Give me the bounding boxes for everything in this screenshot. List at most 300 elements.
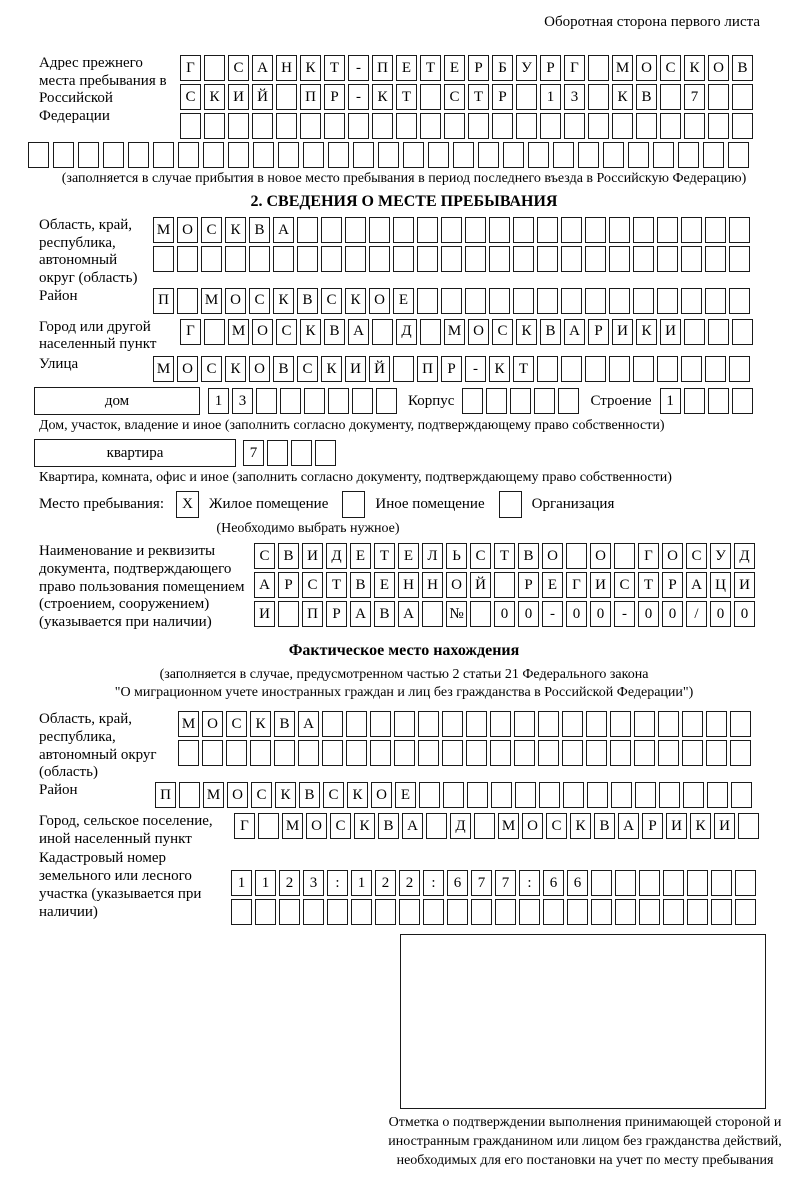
char-cell[interactable]: К (345, 288, 366, 314)
char-cell[interactable] (180, 113, 201, 139)
char-cell[interactable]: И (734, 572, 755, 598)
char-cell[interactable] (153, 246, 174, 272)
char-cell[interactable]: : (327, 870, 348, 896)
char-cell[interactable] (375, 899, 396, 925)
char-cell[interactable]: О (468, 319, 489, 345)
char-cell[interactable] (687, 870, 708, 896)
char-cell[interactable]: О (369, 288, 390, 314)
char-cell[interactable]: М (153, 356, 174, 382)
char-cell[interactable]: 1 (255, 870, 276, 896)
char-cell[interactable] (250, 740, 271, 766)
char-cell[interactable] (663, 870, 684, 896)
char-cell[interactable]: О (446, 572, 467, 598)
char-cell[interactable] (28, 142, 49, 168)
char-cell[interactable] (178, 740, 199, 766)
char-cell[interactable] (153, 142, 174, 168)
char-cell[interactable] (708, 113, 729, 139)
char-cell[interactable] (708, 388, 729, 414)
char-cell[interactable] (441, 217, 462, 243)
char-cell[interactable]: Р (441, 356, 462, 382)
char-cell[interactable]: А (254, 572, 275, 598)
char-cell[interactable] (515, 782, 536, 808)
char-cell[interactable]: 3 (232, 388, 253, 414)
char-cell[interactable]: Г (180, 55, 201, 81)
char-cell[interactable]: К (250, 711, 271, 737)
char-cell[interactable]: А (402, 813, 423, 839)
char-cell[interactable] (303, 142, 324, 168)
char-cell[interactable]: 0 (710, 601, 731, 627)
char-cell[interactable] (327, 899, 348, 925)
char-cell[interactable]: И (302, 543, 323, 569)
house-number-cells[interactable] (208, 388, 400, 414)
city-row[interactable] (180, 319, 756, 345)
apartment-number-cells[interactable] (243, 440, 339, 466)
char-cell[interactable] (478, 142, 499, 168)
char-cell[interactable] (346, 711, 367, 737)
char-cell[interactable]: К (372, 84, 393, 110)
char-cell[interactable] (465, 217, 486, 243)
char-cell[interactable] (256, 388, 277, 414)
char-cell[interactable]: В (540, 319, 561, 345)
char-cell[interactable] (634, 711, 655, 737)
char-cell[interactable] (393, 246, 414, 272)
char-cell[interactable]: В (350, 572, 371, 598)
char-cell[interactable] (519, 899, 540, 925)
char-cell[interactable] (708, 319, 729, 345)
char-cell[interactable] (563, 782, 584, 808)
char-cell[interactable]: О (306, 813, 327, 839)
stroenie-cells[interactable] (660, 388, 756, 414)
char-cell[interactable]: Н (398, 572, 419, 598)
char-cell[interactable] (567, 899, 588, 925)
char-cell[interactable]: - (465, 356, 486, 382)
char-cell[interactable] (418, 711, 439, 737)
char-cell[interactable]: 6 (567, 870, 588, 896)
char-cell[interactable]: 7 (495, 870, 516, 896)
char-cell[interactable] (393, 356, 414, 382)
char-cell[interactable] (353, 142, 374, 168)
char-cell[interactable]: П (300, 84, 321, 110)
char-cell[interactable]: С (201, 217, 222, 243)
char-cell[interactable] (103, 142, 124, 168)
char-cell[interactable] (231, 899, 252, 925)
char-cell[interactable]: К (489, 356, 510, 382)
char-cell[interactable]: 1 (231, 870, 252, 896)
char-cell[interactable]: О (371, 782, 392, 808)
char-cell[interactable]: С (228, 55, 249, 81)
document-row-3[interactable] (254, 601, 758, 627)
char-cell[interactable]: Л (422, 543, 443, 569)
char-cell[interactable]: В (297, 288, 318, 314)
char-cell[interactable] (705, 217, 726, 243)
char-cell[interactable] (537, 246, 558, 272)
char-cell[interactable] (279, 899, 300, 925)
char-cell[interactable]: Г (234, 813, 255, 839)
char-cell[interactable]: 0 (494, 601, 515, 627)
char-cell[interactable] (681, 288, 702, 314)
char-cell[interactable] (418, 740, 439, 766)
char-cell[interactable]: О (227, 782, 248, 808)
prev-address-row-3[interactable] (180, 113, 756, 139)
prev-address-row-2[interactable] (180, 84, 756, 110)
char-cell[interactable] (659, 782, 680, 808)
char-cell[interactable] (462, 388, 483, 414)
char-cell[interactable] (280, 388, 301, 414)
char-cell[interactable]: П (153, 288, 174, 314)
char-cell[interactable]: О (590, 543, 611, 569)
char-cell[interactable]: 7 (243, 440, 264, 466)
char-cell[interactable]: М (444, 319, 465, 345)
actual-city-row[interactable] (234, 813, 762, 839)
char-cell[interactable] (510, 388, 531, 414)
char-cell[interactable] (467, 782, 488, 808)
char-cell[interactable]: И (714, 813, 735, 839)
char-cell[interactable]: Г (638, 543, 659, 569)
char-cell[interactable] (203, 142, 224, 168)
char-cell[interactable]: 2 (399, 870, 420, 896)
char-cell[interactable] (585, 217, 606, 243)
char-cell[interactable]: Т (420, 55, 441, 81)
char-cell[interactable] (609, 246, 630, 272)
char-cell[interactable] (585, 288, 606, 314)
char-cell[interactable] (376, 388, 397, 414)
char-cell[interactable] (468, 113, 489, 139)
char-cell[interactable] (466, 711, 487, 737)
region-row-1[interactable] (153, 217, 753, 243)
char-cell[interactable]: С (660, 55, 681, 81)
char-cell[interactable]: - (348, 55, 369, 81)
char-cell[interactable] (370, 740, 391, 766)
char-cell[interactable]: А (618, 813, 639, 839)
char-cell[interactable]: Р (642, 813, 663, 839)
char-cell[interactable] (681, 217, 702, 243)
char-cell[interactable]: П (372, 55, 393, 81)
char-cell[interactable]: Н (276, 55, 297, 81)
char-cell[interactable]: И (612, 319, 633, 345)
char-cell[interactable] (591, 870, 612, 896)
char-cell[interactable] (612, 113, 633, 139)
char-cell[interactable] (711, 870, 732, 896)
char-cell[interactable] (586, 711, 607, 737)
char-cell[interactable] (324, 113, 345, 139)
char-cell[interactable]: А (273, 217, 294, 243)
char-cell[interactable] (78, 142, 99, 168)
char-cell[interactable] (417, 246, 438, 272)
char-cell[interactable]: И (660, 319, 681, 345)
char-cell[interactable]: В (324, 319, 345, 345)
char-cell[interactable]: Ь (446, 543, 467, 569)
char-cell[interactable]: Т (494, 543, 515, 569)
char-cell[interactable] (321, 246, 342, 272)
char-cell[interactable]: Д (396, 319, 417, 345)
char-cell[interactable] (513, 217, 534, 243)
char-cell[interactable]: А (398, 601, 419, 627)
char-cell[interactable] (633, 288, 654, 314)
char-cell[interactable] (417, 288, 438, 314)
char-cell[interactable]: Р (492, 84, 513, 110)
char-cell[interactable] (634, 740, 655, 766)
char-cell[interactable] (300, 113, 321, 139)
char-cell[interactable]: В (636, 84, 657, 110)
char-cell[interactable]: Р (518, 572, 539, 598)
char-cell[interactable] (735, 899, 756, 925)
char-cell[interactable] (396, 113, 417, 139)
char-cell[interactable] (728, 142, 749, 168)
char-cell[interactable]: - (542, 601, 563, 627)
char-cell[interactable]: - (348, 84, 369, 110)
char-cell[interactable]: К (300, 319, 321, 345)
char-cell[interactable]: Е (350, 543, 371, 569)
char-cell[interactable] (588, 113, 609, 139)
char-cell[interactable] (705, 246, 726, 272)
char-cell[interactable]: О (522, 813, 543, 839)
char-cell[interactable] (394, 711, 415, 737)
char-cell[interactable] (495, 899, 516, 925)
char-cell[interactable] (225, 246, 246, 272)
char-cell[interactable] (561, 356, 582, 382)
house-type-box[interactable]: дом (34, 387, 200, 415)
char-cell[interactable] (420, 84, 441, 110)
char-cell[interactable]: Р (324, 84, 345, 110)
char-cell[interactable]: Т (513, 356, 534, 382)
char-cell[interactable] (253, 142, 274, 168)
char-cell[interactable]: А (350, 601, 371, 627)
char-cell[interactable]: С (686, 543, 707, 569)
char-cell[interactable]: Е (393, 288, 414, 314)
char-cell[interactable] (453, 142, 474, 168)
char-cell[interactable] (491, 782, 512, 808)
char-cell[interactable] (348, 113, 369, 139)
stay-type-checkbox-other[interactable] (342, 491, 365, 518)
char-cell[interactable]: Г (566, 572, 587, 598)
stay-type-checkbox-organization[interactable] (499, 491, 522, 518)
char-cell[interactable]: С (444, 84, 465, 110)
char-cell[interactable] (351, 899, 372, 925)
char-cell[interactable]: А (298, 711, 319, 737)
char-cell[interactable]: 0 (590, 601, 611, 627)
char-cell[interactable] (489, 246, 510, 272)
char-cell[interactable] (278, 601, 299, 627)
char-cell[interactable] (732, 319, 753, 345)
char-cell[interactable]: О (249, 356, 270, 382)
char-cell[interactable] (228, 113, 249, 139)
char-cell[interactable] (204, 113, 225, 139)
char-cell[interactable]: О (202, 711, 223, 737)
char-cell[interactable]: Й (369, 356, 390, 382)
char-cell[interactable] (683, 782, 704, 808)
char-cell[interactable]: С (249, 288, 270, 314)
char-cell[interactable] (729, 246, 750, 272)
document-row-1[interactable] (254, 543, 758, 569)
char-cell[interactable]: Т (468, 84, 489, 110)
char-cell[interactable]: 2 (279, 870, 300, 896)
char-cell[interactable] (474, 813, 495, 839)
char-cell[interactable]: О (542, 543, 563, 569)
char-cell[interactable] (465, 288, 486, 314)
char-cell[interactable] (540, 113, 561, 139)
char-cell[interactable]: Б (492, 55, 513, 81)
char-cell[interactable] (291, 440, 312, 466)
char-cell[interactable]: 0 (518, 601, 539, 627)
char-cell[interactable] (703, 142, 724, 168)
char-cell[interactable]: В (278, 543, 299, 569)
char-cell[interactable] (442, 740, 463, 766)
char-cell[interactable]: К (347, 782, 368, 808)
char-cell[interactable] (585, 356, 606, 382)
char-cell[interactable] (369, 246, 390, 272)
char-cell[interactable]: М (201, 288, 222, 314)
char-cell[interactable] (489, 288, 510, 314)
char-cell[interactable]: Е (444, 55, 465, 81)
char-cell[interactable] (732, 84, 753, 110)
char-cell[interactable] (633, 246, 654, 272)
char-cell[interactable] (537, 288, 558, 314)
apartment-type-box[interactable]: квартира (34, 439, 236, 467)
char-cell[interactable] (403, 142, 424, 168)
char-cell[interactable] (660, 113, 681, 139)
char-cell[interactable]: Т (326, 572, 347, 598)
char-cell[interactable]: С (614, 572, 635, 598)
char-cell[interactable]: Т (638, 572, 659, 598)
char-cell[interactable] (420, 319, 441, 345)
char-cell[interactable]: М (153, 217, 174, 243)
char-cell[interactable] (636, 113, 657, 139)
actual-region-row-2[interactable] (178, 740, 754, 766)
char-cell[interactable]: Т (396, 84, 417, 110)
char-cell[interactable] (534, 388, 555, 414)
char-cell[interactable] (562, 711, 583, 737)
char-cell[interactable]: Д (326, 543, 347, 569)
char-cell[interactable]: П (302, 601, 323, 627)
char-cell[interactable]: О (225, 288, 246, 314)
char-cell[interactable] (226, 740, 247, 766)
char-cell[interactable]: С (201, 356, 222, 382)
char-cell[interactable] (447, 899, 468, 925)
char-cell[interactable]: В (274, 711, 295, 737)
char-cell[interactable] (443, 782, 464, 808)
char-cell[interactable] (328, 388, 349, 414)
char-cell[interactable] (471, 899, 492, 925)
char-cell[interactable] (561, 246, 582, 272)
char-cell[interactable] (610, 711, 631, 737)
char-cell[interactable] (660, 84, 681, 110)
char-cell[interactable] (513, 246, 534, 272)
char-cell[interactable] (658, 711, 679, 737)
char-cell[interactable]: Д (450, 813, 471, 839)
char-cell[interactable] (578, 142, 599, 168)
char-cell[interactable] (465, 246, 486, 272)
char-cell[interactable]: Й (470, 572, 491, 598)
char-cell[interactable] (684, 113, 705, 139)
char-cell[interactable] (562, 740, 583, 766)
char-cell[interactable]: П (417, 356, 438, 382)
char-cell[interactable] (558, 388, 579, 414)
char-cell[interactable] (586, 740, 607, 766)
char-cell[interactable] (419, 782, 440, 808)
char-cell[interactable]: 7 (471, 870, 492, 896)
char-cell[interactable]: М (612, 55, 633, 81)
char-cell[interactable] (657, 356, 678, 382)
char-cell[interactable] (711, 899, 732, 925)
char-cell[interactable] (53, 142, 74, 168)
char-cell[interactable]: М (282, 813, 303, 839)
char-cell[interactable]: Г (564, 55, 585, 81)
char-cell[interactable]: - (614, 601, 635, 627)
char-cell[interactable] (609, 217, 630, 243)
char-cell[interactable]: К (273, 288, 294, 314)
char-cell[interactable] (732, 113, 753, 139)
char-cell[interactable] (681, 356, 702, 382)
char-cell[interactable]: С (226, 711, 247, 737)
char-cell[interactable] (322, 711, 343, 737)
char-cell[interactable]: Е (398, 543, 419, 569)
char-cell[interactable] (370, 711, 391, 737)
char-cell[interactable] (738, 813, 759, 839)
char-cell[interactable] (202, 740, 223, 766)
char-cell[interactable] (730, 711, 751, 737)
char-cell[interactable] (249, 246, 270, 272)
char-cell[interactable]: Р (468, 55, 489, 81)
char-cell[interactable]: У (516, 55, 537, 81)
char-cell[interactable] (442, 711, 463, 737)
char-cell[interactable] (705, 288, 726, 314)
char-cell[interactable] (423, 899, 444, 925)
char-cell[interactable]: О (177, 217, 198, 243)
char-cell[interactable] (426, 813, 447, 839)
char-cell[interactable] (490, 740, 511, 766)
char-cell[interactable] (537, 356, 558, 382)
char-cell[interactable] (639, 870, 660, 896)
char-cell[interactable]: : (519, 870, 540, 896)
char-cell[interactable] (274, 740, 295, 766)
char-cell[interactable]: И (590, 572, 611, 598)
char-cell[interactable]: С (323, 782, 344, 808)
char-cell[interactable]: П (155, 782, 176, 808)
char-cell[interactable] (609, 288, 630, 314)
char-cell[interactable] (345, 217, 366, 243)
char-cell[interactable]: И (228, 84, 249, 110)
char-cell[interactable] (394, 740, 415, 766)
char-cell[interactable] (729, 356, 750, 382)
char-cell[interactable]: О (252, 319, 273, 345)
char-cell[interactable]: 3 (303, 870, 324, 896)
char-cell[interactable]: В (732, 55, 753, 81)
char-cell[interactable]: О (177, 356, 198, 382)
char-cell[interactable] (564, 113, 585, 139)
char-cell[interactable] (258, 813, 279, 839)
char-cell[interactable] (566, 543, 587, 569)
char-cell[interactable]: В (594, 813, 615, 839)
char-cell[interactable] (516, 84, 537, 110)
char-cell[interactable]: 6 (543, 870, 564, 896)
char-cell[interactable] (628, 142, 649, 168)
char-cell[interactable]: К (275, 782, 296, 808)
char-cell[interactable] (706, 740, 727, 766)
char-cell[interactable]: 0 (734, 601, 755, 627)
char-cell[interactable] (267, 440, 288, 466)
char-cell[interactable] (178, 142, 199, 168)
char-cell[interactable] (553, 142, 574, 168)
char-cell[interactable] (346, 740, 367, 766)
char-cell[interactable] (513, 288, 534, 314)
char-cell[interactable] (489, 217, 510, 243)
char-cell[interactable]: М (498, 813, 519, 839)
char-cell[interactable] (321, 217, 342, 243)
char-cell[interactable]: А (252, 55, 273, 81)
char-cell[interactable] (128, 142, 149, 168)
char-cell[interactable] (304, 388, 325, 414)
char-cell[interactable] (633, 356, 654, 382)
